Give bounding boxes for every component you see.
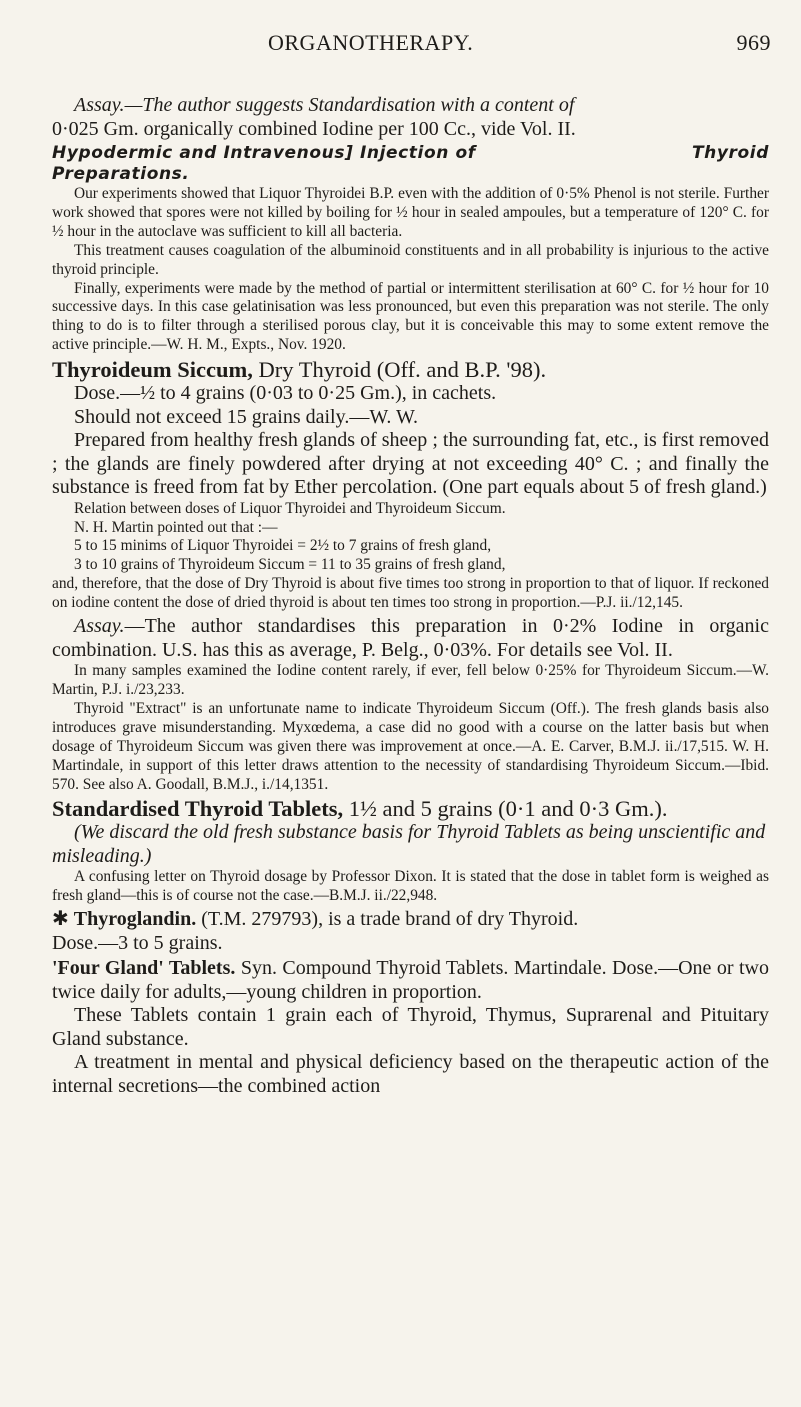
- assay-label: Assay.: [74, 94, 125, 116]
- siccum-title: Thyroideum Siccum,: [52, 357, 253, 383]
- assay-2-paragraph-1: In many samples examined the Iodine content rarely, if ever, fell below 0·25% for Thyroideum Siccum.—W. Martin, P.J. i./23,233.: [52, 662, 769, 698]
- assay-content: 0·025 Gm. organically combined Iodine per 100 Cc., vide Vol. II.: [52, 117, 576, 140]
- relation-formula-1: 5 to 15 minims of Liquor Thyroidei = 2½ to 7 grains of fresh gland,: [74, 537, 492, 555]
- four-gland-synonym: Syn. Compound Thyroid Tablets. Martindale. Dose.—One or two twice daily for adults,—young children in proportion.: [52, 957, 769, 1003]
- assay-2-text: —The author standardises this preparation in 0·2% Iodine in organic combination. U.S. has this as average, P. Belg., 0·03%. For details see Vol. II.: [52, 615, 769, 661]
- hypodermic-heading-part-b: Thyroid: [691, 143, 769, 163]
- four-gland-treatment: A treatment in mental and physical deficiency based on the therapeutic action of the internal secretions—the combined action: [52, 1051, 769, 1097]
- relation-conclusion: and, therefore, that the dose of Dry Thyroid is about five times too strong in proportion to that of liquor. If reckoned on iodine content the dose of dried thyroid is about ten times too strong in proportion.—P.J. ii./12,145.: [52, 575, 769, 612]
- relation-heading: Relation between doses of Liquor Thyroidei and Thyroideum Siccum.: [74, 499, 506, 517]
- assay-paragraph: [52, 94, 769, 118]
- siccum-daily-limit: Should not exceed 15 grains daily.—W. W.: [74, 405, 419, 428]
- tablets-title-rest: 1½ and 5 grains (0·1 and 0·3 Gm.).: [348, 796, 668, 822]
- hypodermic-heading-part-a: Hypodermic and Intravenous] Injection of: [52, 143, 476, 163]
- page-header: [268, 30, 771, 62]
- tablets-heading: [52, 796, 769, 821]
- hypodermic-paragraph-1: Our experiments showed that Liquor Thyroidei B.P. even with the addition of 0·5% Phenol is not sterile. Further work showed that spores were not killed by boiling for ½ hour in sealed ampoules, but a temperature of 120° C. for ½ hour in the autoclave was sufficient to kill all bacteria.: [52, 185, 769, 240]
- siccum-title-rest: Dry Thyroid (Off. and B.P. '98).: [258, 357, 547, 383]
- hypodermic-heading-part-c: Preparations.: [52, 164, 190, 184]
- thyroglandin-dose: Dose.—3 to 5 grains.: [52, 931, 223, 954]
- thyroglandin-text: (T.M. 279793), is a trade brand of dry Thyroid.: [201, 908, 579, 931]
- relation-intro: N. H. Martin pointed out that :—: [74, 518, 278, 536]
- tablets-note: (We discard the old fresh substance basis for Thyroid Tablets as being unscientific and misleading.): [52, 821, 766, 867]
- assay-content-line: [52, 118, 769, 142]
- thyroglandin-entry: [52, 908, 769, 932]
- assay-2-paragraph: [52, 615, 769, 662]
- siccum-preparation: Prepared from healthy fresh glands of sheep ; the surrounding fat, etc., is first removed ; the glands are finely powdered after drying at not exceeding 40° C. ; and finally the substance is freed from fat by Ether percolation. (One part equals about 5 of fresh gland.): [52, 429, 769, 499]
- assay-2-label: Assay.: [74, 615, 125, 638]
- relation-formula-2: 3 to 10 grains of Thyroideum Siccum = 11 to 35 grains of fresh gland,: [74, 556, 506, 574]
- four-gland-entry: [52, 957, 769, 1004]
- four-gland-contents: These Tablets contain 1 grain each of Thyroid, Thymus, Suprarenal and Pituitary Gland substance.: [52, 1004, 769, 1050]
- tablets-letter: A confusing letter on Thyroid dosage by Professor Dixon. It is stated that the dose in tablet form is weighed as fresh gland—this is of course not the case.—B.M.J. ii./22,948.: [52, 868, 769, 905]
- page-number: 969: [736, 30, 771, 55]
- assay-2-paragraph-2: Thyroid "Extract" is an unfortunate name to indicate Thyroideum Siccum (Off.). The fresh glands basis also introduces grave misunderstanding. Myxœdema, a case did no good with a course on the latter basis but when dosage of Thyroideum Siccum was given there was improvement at once.—A. E. Carver, B.M.J. ii./17,515. W. H. Martindale, in support of this letter draws attention to the necessity of standardising Thyroideum Siccum.—Ibid. 570. See also A. Goodall, B.M.J., i./14,1351.: [52, 699, 769, 793]
- running-title: ORGANOTHERAPY.: [268, 30, 474, 55]
- page-body: [52, 94, 769, 1098]
- four-gland-name: 'Four Gland' Tablets.: [52, 957, 236, 980]
- assay-text: —The author suggests Standardisation with a content of: [124, 94, 575, 116]
- hypodermic-heading: [52, 143, 769, 185]
- thyroglandin-name: Thyroglandin.: [73, 908, 197, 931]
- hypodermic-paragraph-3: Finally, experiments were made by the method of partial or intermittent sterilisation at 60° C. for ½ hour for 10 successive days. In this case gelatinisation was less pronounced, but even this preparation was not sterile. The only thing to do is to filter through a sterilised porous clay, but it is conceivable this may to some extent remove the active principle.—W. H. M., Expts., Nov. 1920.: [52, 279, 769, 354]
- star-mark-icon: ✱: [52, 908, 69, 931]
- tablets-title: Standardised Thyroid Tablets,: [52, 796, 344, 822]
- siccum-dose: Dose.—½ to 4 grains (0·03 to 0·25 Gm.), in cachets.: [74, 382, 497, 405]
- hypodermic-paragraph-2: This treatment causes coagulation of the albuminoid constituents and in all probability is injurious to the active thyroid principle.: [52, 241, 769, 278]
- siccum-heading: [52, 357, 769, 382]
